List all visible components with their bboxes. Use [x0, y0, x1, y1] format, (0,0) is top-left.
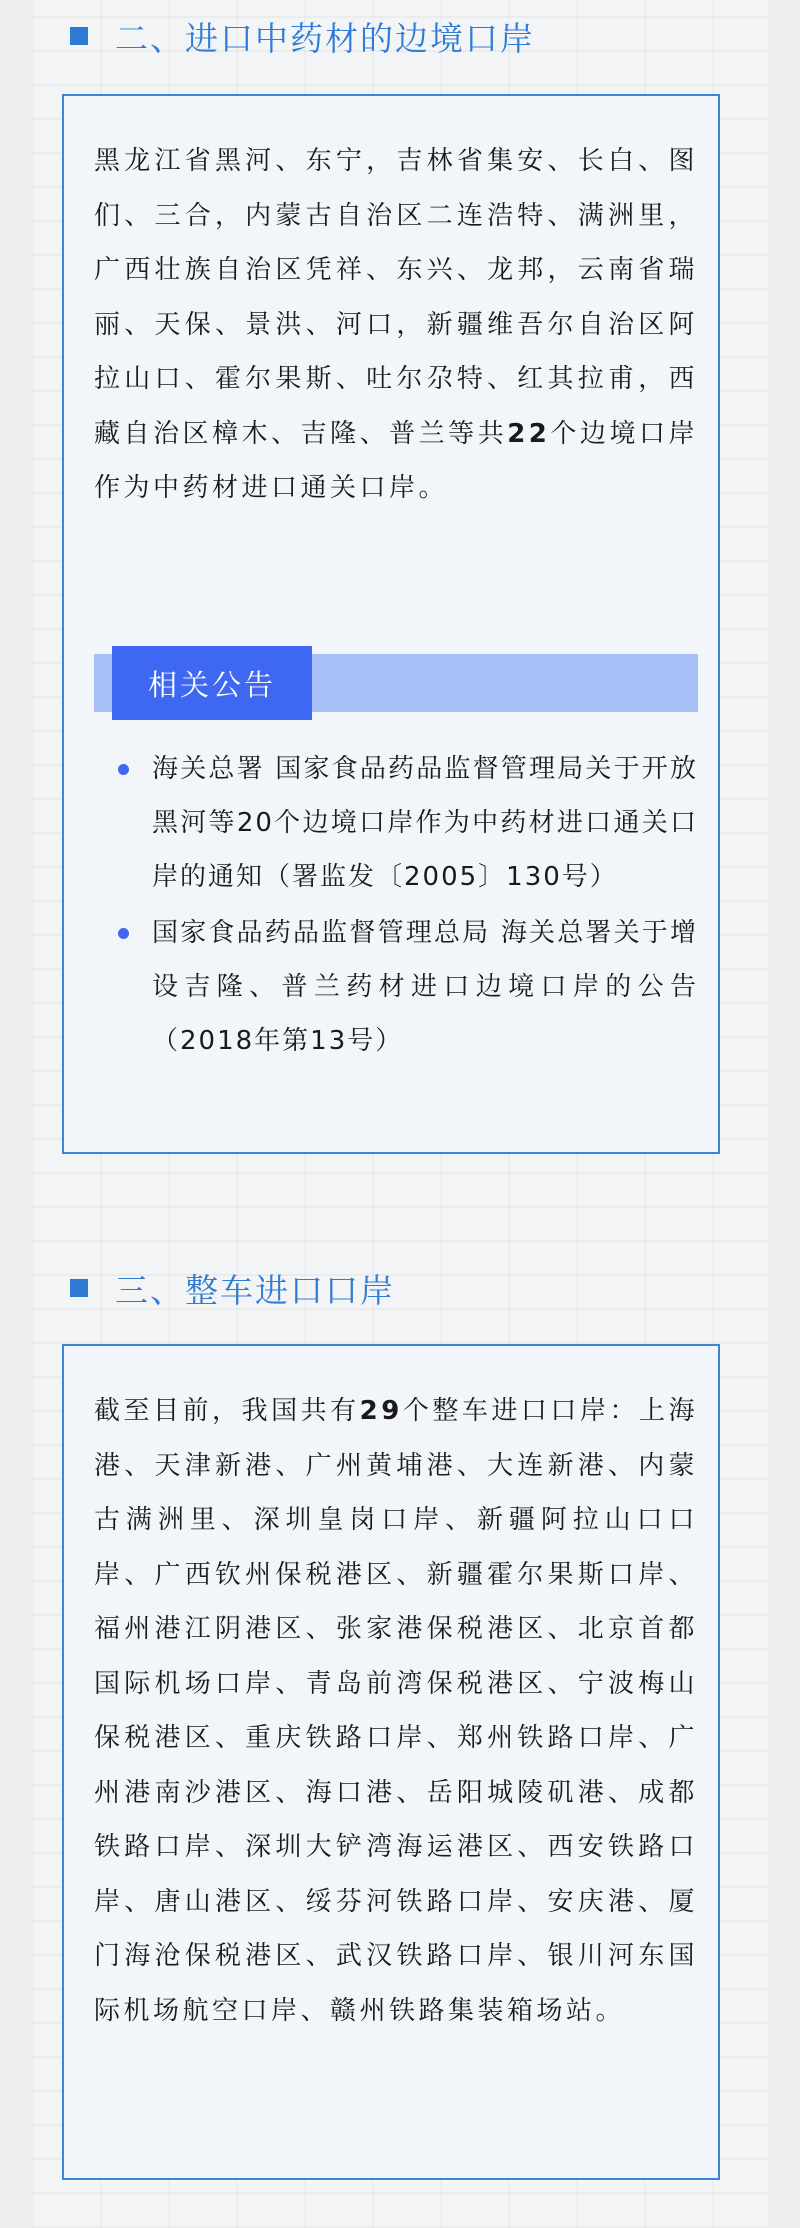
vehicle-ports-paragraph	[94, 1384, 698, 2038]
section-title-vehicle-ports	[70, 1268, 395, 1308]
notice-list	[94, 742, 698, 1068]
square-bullet-icon	[70, 1279, 88, 1297]
paragraph-text: 个边境口岸作为中药材进口通关口岸。	[94, 418, 698, 503]
notice-link[interactable]: 国家食品药品监督管理总局 海关总署关于增设吉隆、普兰药材进口边境口岸的公告（2018年第13号）	[152, 918, 698, 1056]
bullet-dot-icon	[118, 928, 129, 939]
notice-tab-label: 相关公告	[147, 667, 276, 702]
vehicle-ports-card	[62, 1344, 720, 2180]
port-count: 29	[359, 1396, 403, 1426]
square-bullet-icon	[70, 27, 88, 45]
section-title-text: 二、进口中药材的边境口岸	[115, 18, 535, 58]
paragraph-text: 个整车进口口岸：上海港、天津新港、广州黄埔港、大连新港、内蒙古满洲里、深圳皇岗口岸、新疆阿拉山口口岸、广西钦州保税港区、新疆霍尔果斯口岸、福州港江阴港区、张家港保税港区、北京首都国际机场口岸、青岛前湾保税港区、宁波梅山保税港区、重庆铁路口岸、郑州铁路口岸、广州港南沙港区、海口港、岳阳城陵矶港、成都铁路口岸、深圳大铲湾海运港区、西安铁路口岸、唐山港区、绥芬河铁路口岸、安庆港、厦门海沧保税港区、武汉铁路口岸、银川河东国际机场航空口岸、赣州铁路集装箱场站。	[94, 1396, 698, 2026]
notice-item[interactable]	[94, 906, 698, 1068]
border-ports-card	[62, 94, 720, 1154]
notice-link[interactable]: 海关总署 国家食品药品监督管理局关于开放黑河等20个边境口岸作为中药材进口通关口岸的通知（署监发〔2005〕130号）	[152, 754, 698, 892]
section-title-border-ports	[70, 16, 535, 56]
notice-item[interactable]	[94, 742, 698, 904]
bullet-dot-icon	[118, 764, 129, 775]
border-ports-paragraph	[94, 134, 698, 516]
paragraph-text: 黑龙江省黑河、东宁，吉林省集安、长白、图们、三合，内蒙古自治区二连浩特、满洲里，广西壮族自治区凭祥、东兴、龙邦，云南省瑞丽、天保、景洪、河口，新疆维吾尔自治区阿拉山口、霍尔果斯、吐尔尕特、红其拉甫，西藏自治区樟木、吉隆、普兰等共	[94, 146, 698, 449]
paragraph-text: 截至目前，我国共有	[94, 1396, 360, 1426]
section-title-text: 三、整车进口口岸	[115, 1270, 395, 1310]
port-count: 22	[507, 418, 551, 449]
notice-tab	[112, 646, 312, 720]
